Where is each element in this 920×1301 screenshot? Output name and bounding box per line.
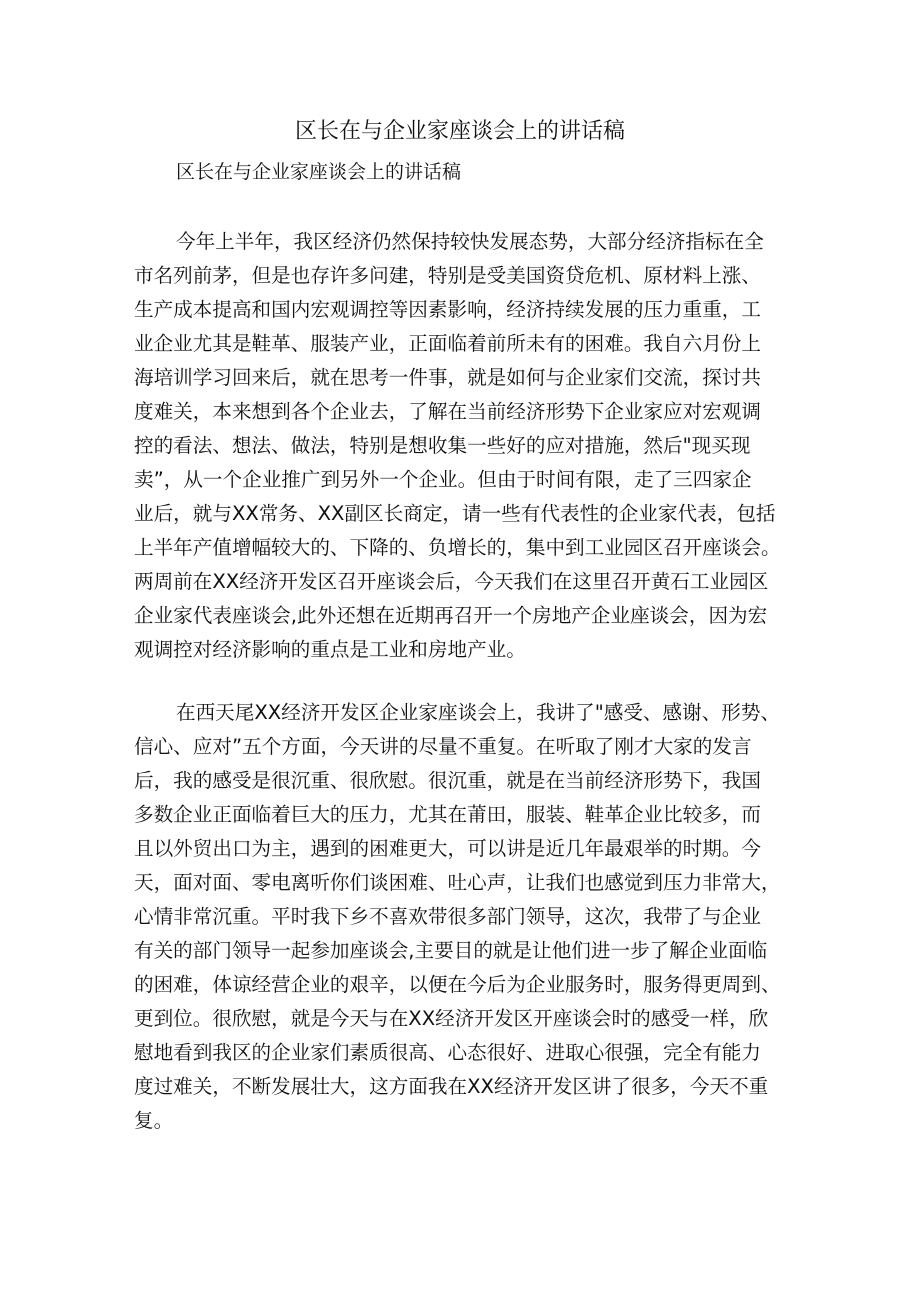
paragraph-line: 今年上半年，我区经济仍然保持较快发展态势，大部分经济指标在全 (176, 230, 764, 253)
paragraph-line: 天，面对面、零电离听你们谈困难、吐心声，让我们也感觉到压力非常大， (134, 871, 781, 894)
paragraph-line: 心情非常沉重。平时我下乡不喜欢带很多部门领导，这次，我带了与企业 (134, 905, 761, 928)
paragraph-line: 上半年产值增幅较大的、下降的、负增长的，集中到工业园区召开座谈会。 (134, 536, 781, 559)
paragraph-line: 观调控对经济影响的重点是工业和房地产业。 (134, 638, 526, 661)
paragraph-line: 且以外贸出口为主，遇到的困难更大，可以讲是近几年最艰举的时期。今 (134, 837, 761, 860)
paragraph-line: 的困难，体谅经营企业的艰辛，以便在今后为企业服务时，服务得更周到、 (134, 973, 781, 996)
paragraph-line: 更到位。很欣慰，就是今天与在XX经济开发区开座谈会时的感受一样，欣 (134, 1007, 769, 1030)
paragraph-line: 海培训学习回来后，就在思考一件事，就是如何与企业家们交流，探讨共 (134, 366, 761, 389)
paragraph-line: 在西天尾XX经济开发区企业家座谈会上，我讲了"感受、感谢、形势、 (176, 701, 781, 724)
paragraph-line: 企业家代表座谈会,此外还想在近期再召开一个房地产企业座谈会，因为宏 (134, 604, 768, 627)
paragraph-line: 度难关，本来想到各个企业去，了解在当前经济形势下企业家应对宏观调 (134, 400, 761, 423)
paragraph-1 (134, 225, 789, 667)
paragraph-line: 多数企业正面临着巨大的压力，尤其在莆田，服装、鞋革企业比较多，而 (134, 803, 761, 826)
paragraph-line: 复。 (134, 1109, 174, 1132)
paragraph-line: 控的看法、想法、做法，特别是想收集一些好的应对措施，然后"现买现 (134, 434, 751, 457)
paragraph-line: 度过难关，不断发展壮大，这方面我在XX经济开发区讲了很多，今天不重 (134, 1075, 769, 1098)
paragraph-line: 卖”，从一个企业推广到另外一个企业。但由于时间有限，走了三四家企 (134, 468, 752, 491)
paragraph-line: 业后，就与XX常务、XX副区长商定，请一些有代表性的企业家代表，包括 (134, 502, 776, 525)
paragraph-line: 后，我的感受是很沉重、很欣慰。很沉重，就是在当前经济形势下，我国 (134, 769, 761, 792)
paragraph-line: 生产成本提高和国内宏观调控等因素影响，经济持续发展的压力重重，工 (134, 298, 761, 321)
document-title: 区长在与企业家座谈会上的讲话稿 (294, 119, 625, 144)
paragraph-line: 业企业尤其是鞋革、服装产业，正面临着前所未有的困难。我自六月份上 (134, 332, 761, 355)
paragraph-line: 市名列前茅，但是也存许多问建，特别是受美国资贷危机、原材料上涨、 (134, 264, 761, 287)
paragraph-line: 两周前在XX经济开发区召开座谈会后，今天我们在这里召开黄石工业园区 (134, 570, 769, 593)
paragraph-line: 信心、应对”五个方面，今天讲的尽量不重复。在听取了刚才大家的发言 (134, 735, 752, 758)
paragraph-line: 慰地看到我区的企业家们素质很高、心态很好、进取心很强，完全有能力 (134, 1041, 761, 1064)
document-subtitle: 区长在与企业家座谈会上的讲话稿 (176, 161, 462, 183)
paragraph-line: 有关的部门领导一起参加座谈会,主要目的就是让他们进一步了解企业面临 (134, 939, 768, 962)
paragraph-2 (134, 696, 789, 1138)
